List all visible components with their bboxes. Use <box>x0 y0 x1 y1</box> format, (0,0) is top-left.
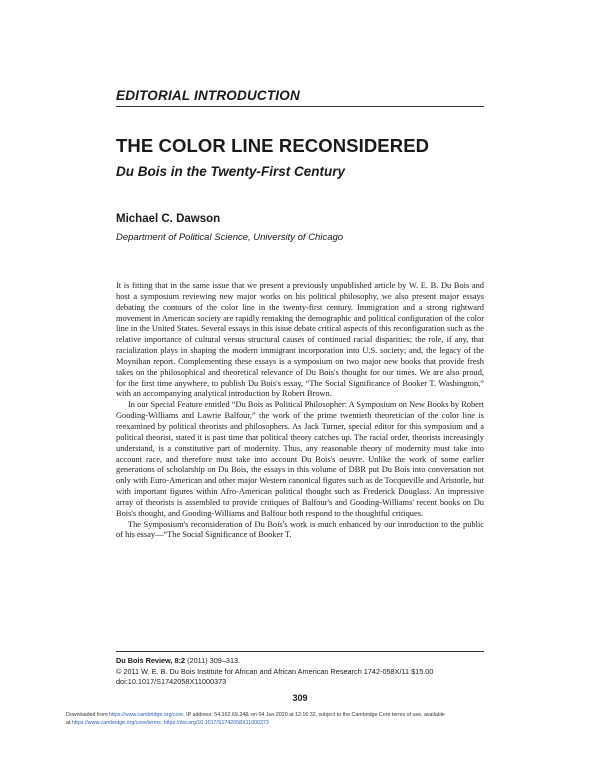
author-name: Michael C. Dawson <box>116 213 221 225</box>
download-notice <box>66 711 536 727</box>
terms-link[interactable]: https://www.cambridge.org/core/terms <box>71 720 161 726</box>
download-details: . IP address: 54.162.69.248, on 04 Jun 2020 at 12:16:32, subject to the Cambridge Core terms of use, available <box>183 712 445 718</box>
footer-divider <box>116 651 484 652</box>
article-subtitle: Du Bois in the Twenty-First Century <box>116 164 346 179</box>
section-label: EDITORIAL INTRODUCTION <box>116 88 300 103</box>
article-body <box>116 281 484 541</box>
doi-line: doi:10.1017/S1742058X11000373 <box>116 677 227 686</box>
body-paragraph: It is fitting that in the same issue that we present a previously unpublished article by W. E. B. Du Bois and host a symposium reviewing new major works on his political philosophy, we also present major essays debating the contours of the color line in the twenty-first century. Immigration and a strong rightward movement in American society are rapidly remaking the demographic and political configuration of the color line in the United States. Several essays in this issue debate critical aspects of this reconfiguration such as the relative importance of cultural versus structural causes of continued racial disparities; the role, if any, that racialization plays in shaping the modern immigrant incorporation into U.S. society; and, the legacy of the Moynihan report. Complementing these essays is a symposium on two major new books that provide fresh takes on the philosophical and theoretical relevance of Du Bois's thought for our times. We are also proud, for the first time anywhere, to publish Du Bois's essay, “The Social Significance of Booker T. Washington,” with an accompanying analytical introduction by Robert Brown. <box>116 281 484 399</box>
journal-citation <box>116 656 484 667</box>
download-prefix: Downloaded from <box>66 712 109 718</box>
author-affiliation: Department of Political Science, University of Chicago <box>116 232 344 243</box>
body-paragraph: In our Special Feature entitled “Du Bois as Political Philosopher: A Symposium on New Books by Robert Gooding-Williams and Lawrie Balfour,” the work of the prime twentieth theoretician of the color line is reexamined by political theorists and philosophers. As Jack Turner, special editor for this symposium and a political theorist, stated it is past time that political theory catches up. The racial order, theorists increasingly understand, is a constitutive part of modernity. Thus, any reasonable theory of modernity must take into account race, and therefore must take into account Du Bois's oeuvre. Unlike the work of some earlier generations of scholarship on Du Bois, the essays in this volume of DBR put Du Bois into conversation not only with Euro-American and other major Western canonical figures such as de Tocqueville and Aristotle, but with important figures within Afro-American political thought such as Frederick Douglass. An impressive array of theorists is assembled to provide critiques of Balfour's and Gooding-Williams' recent books on Du Bois's thought, and Gooding-Williams and Balfour both respond to the thoughtful critiques. <box>116 400 484 518</box>
download-sep: . <box>160 720 164 726</box>
copyright-line: © 2011 W. E. B. Du Bois Institute for African and African American Research 1742-058X/11 $15.00 <box>116 666 434 676</box>
citation-footer <box>116 656 484 688</box>
article-title: THE COLOR LINE RECONSIDERED <box>116 135 430 156</box>
section-divider <box>116 106 484 107</box>
body-paragraph: The Symposium's reconsideration of Du Bois's work is much enhanced by our introduction to the public of his essay—“The Social Significance of Booker T. <box>116 519 484 540</box>
core-link[interactable]: https://www.cambridge.org/core <box>109 712 184 718</box>
page-number: 309 <box>292 693 308 703</box>
download-at: at <box>66 720 72 726</box>
journal-issue: (2011) 309–313. <box>185 656 241 665</box>
doi-link[interactable]: https://doi.org/10.1017/S1742058X11000373 <box>163 720 269 726</box>
journal-name: Du Bois Review, 8:2 <box>116 656 186 665</box>
